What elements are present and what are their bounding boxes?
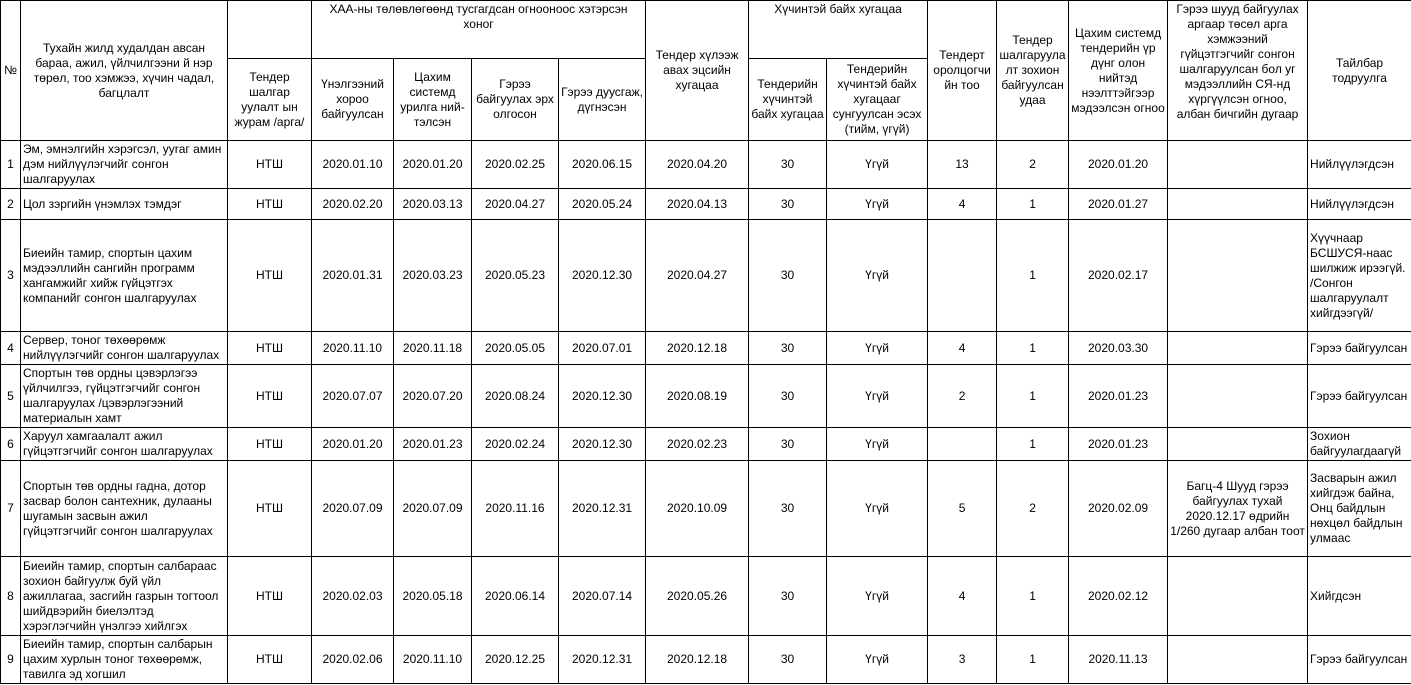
date-announce: 2020.05.18	[394, 557, 472, 636]
item-name: Спортын төв ордны цэвэрлэгээ үйлчилгээ, гүйцэтгэгчийг сонгон шалгаруулах /цэвэрлэгээний материалын хамт	[21, 365, 228, 428]
deadline-cell: 2020.04.13	[646, 189, 749, 220]
committee-count-cell: 1	[997, 220, 1069, 332]
table-row	[1, 220, 1411, 332]
table-row	[1, 141, 1411, 189]
publish-date-cell: 2020.11.13	[1069, 636, 1168, 684]
table-row	[1, 365, 1411, 428]
row-number: 5	[1, 365, 21, 428]
publish-date-cell: 2020.01.23	[1069, 365, 1168, 428]
date-right: 2020.05.05	[472, 332, 559, 365]
committee-count-cell: 1	[997, 636, 1069, 684]
method-cell: НТШ	[228, 428, 312, 461]
direct-contract-cell	[1168, 636, 1308, 684]
header-method: Тендер шалгар уулалт ын журам /арга/	[228, 59, 312, 141]
header-price-announce: Цахим системд тендерийн үр дүнг олон нийтэд нээлттэйгээр мэдээлсэн огноо	[1069, 1, 1168, 141]
date-right: 2020.06.14	[472, 557, 559, 636]
header-remark: Тайлбар тодруулга	[1308, 1, 1411, 141]
date-eval: 2020.02.03	[312, 557, 394, 636]
direct-contract-cell	[1168, 428, 1308, 461]
remark-cell: Хүүчнаар БСШУСЯ-наас шилжиж ирээгүй. /Сонгон шалгаруулалт хийгдээгүй/	[1308, 220, 1411, 332]
row-number: 7	[1, 461, 21, 557]
row-number: 9	[1, 636, 21, 684]
deadline-cell: 2020.04.20	[646, 141, 749, 189]
remark-cell: Зохион байгуулагдаагүй	[1308, 428, 1411, 461]
extended-cell: Үгүй	[827, 636, 928, 684]
method-cell: НТШ	[228, 365, 312, 428]
header-schedule-group: ХАА-ны төлөвлөгөөнд тусгагдсан огнооноос хэтэрсэн хоног	[312, 1, 646, 59]
date-eval: 2020.07.09	[312, 461, 394, 557]
direct-contract-cell	[1168, 557, 1308, 636]
date-end: 2020.12.30	[559, 365, 646, 428]
header-item: Тухайн жилд худалдан авсан бараа, ажил, үйлчилгээни й нэр төрөл, тоо хэмжээ, хүчин чадал, багцлалт	[21, 1, 228, 141]
committee-count-cell: 2	[997, 141, 1069, 189]
date-announce: 2020.07.20	[394, 365, 472, 428]
header-sch-right: Гэрээ байгуулах эрх олгосон	[472, 59, 559, 141]
validity-cell: 30	[749, 189, 827, 220]
remark-cell: Хийгдсэн	[1308, 557, 1411, 636]
row-number: 4	[1, 332, 21, 365]
direct-contract-cell	[1168, 365, 1308, 428]
deadline-cell: 2020.04.27	[646, 220, 749, 332]
date-end: 2020.05.24	[559, 189, 646, 220]
date-eval: 2020.02.20	[312, 189, 394, 220]
date-eval: 2020.11.10	[312, 332, 394, 365]
deadline-cell: 2020.05.26	[646, 557, 749, 636]
date-right: 2020.12.25	[472, 636, 559, 684]
publish-date-cell: 2020.02.17	[1069, 220, 1168, 332]
publish-date-cell: 2020.03.30	[1069, 332, 1168, 365]
date-announce: 2020.07.09	[394, 461, 472, 557]
participants-cell: 2	[928, 365, 997, 428]
header-direct-contract: Гэрээ шууд байгуулах аргаар төсөл арга хэмжээний гүйцэтгэгчийг сонгон шалгаруулсан бол уг мэдээллийн СЯ-нд хүргүүлсэн огноо, албан бичгийн дугаар	[1168, 1, 1308, 141]
direct-contract-cell	[1168, 220, 1308, 332]
table-row	[1, 189, 1411, 220]
header-committee-count: Тендер шалгаруула лт зохион байгуулсан удаа	[997, 1, 1069, 141]
table-row	[1, 428, 1411, 461]
date-end: 2020.07.01	[559, 332, 646, 365]
participants-cell: 4	[928, 332, 997, 365]
date-eval: 2020.01.20	[312, 428, 394, 461]
direct-contract-cell	[1168, 332, 1308, 365]
remark-cell: Засварын ажил хийгдэж байна, Онц байдлын нөхцөл байдлын улмаас	[1308, 461, 1411, 557]
validity-cell: 30	[749, 365, 827, 428]
date-right: 2020.08.24	[472, 365, 559, 428]
committee-count-cell: 1	[997, 365, 1069, 428]
extended-cell: Үгүй	[827, 428, 928, 461]
date-end: 2020.12.30	[559, 428, 646, 461]
publish-date-cell: 2020.02.09	[1069, 461, 1168, 557]
method-cell: НТШ	[228, 461, 312, 557]
item-name: Сервер, тоног төхөөрөмж нийлүүлэгчийг сонгон шалгаруулах	[21, 332, 228, 365]
direct-contract-cell: Багц-4 Шууд гэрээ байгуулах тухай 2020.12.17 өдрийн 1/260 дугаар албан тоот	[1168, 461, 1308, 557]
row-number: 8	[1, 557, 21, 636]
deadline-cell: 2020.02.23	[646, 428, 749, 461]
extended-cell: Үгүй	[827, 220, 928, 332]
table-row	[1, 636, 1411, 684]
publish-date-cell: 2020.02.12	[1069, 557, 1168, 636]
remark-cell: Нийлүүлэгдсэн	[1308, 141, 1411, 189]
header-sch-announce: Цахим системд урилга ний-тэлсэн	[394, 59, 472, 141]
header-method-top	[228, 1, 312, 59]
participants-cell: 4	[928, 189, 997, 220]
validity-cell: 30	[749, 428, 827, 461]
deadline-cell: 2020.12.18	[646, 636, 749, 684]
item-name: Эм, эмнэлгийн хэрэгсэл, ууraг амин дэм нийлүүлэгчийг сонгон шалгаруулах	[21, 141, 228, 189]
date-end: 2020.07.14	[559, 557, 646, 636]
participants-cell: 13	[928, 141, 997, 189]
remark-cell: Гэрээ байгуулсан	[1308, 332, 1411, 365]
item-name: Харуул хамгаалалт ажил гүйцэтгэгчийг сонгон шалгаруулах	[21, 428, 228, 461]
item-name: Биеийн тамир, спортын салбараас зохион байгуулж буй үйл ажиллагаа, засгийн газрын тогтоол шийдвэрийн биелэлтэд хэрэглэгчийн үнэлгээ хийлгэх	[21, 557, 228, 636]
header-deadline: Тендер хүлээж авах эцсийн хугацаа	[646, 1, 749, 141]
committee-count-cell: 1	[997, 428, 1069, 461]
participants-cell: 4	[928, 557, 997, 636]
date-right: 2020.11.16	[472, 461, 559, 557]
table-row	[1, 461, 1411, 557]
header-no: №	[1, 1, 21, 141]
item-name: Биеийн тамир, спортын цахим мэдээллийн сангийн программ хангамжийг хийж гүйцэтгэх компанийг сонгон шалгаруулах	[21, 220, 228, 332]
row-number: 3	[1, 220, 21, 332]
extended-cell: Үгүй	[827, 365, 928, 428]
method-cell: НТШ	[228, 141, 312, 189]
participants-cell: 3	[928, 636, 997, 684]
method-cell: НТШ	[228, 557, 312, 636]
method-cell: НТШ	[228, 189, 312, 220]
validity-cell: 30	[749, 141, 827, 189]
date-end: 2020.12.31	[559, 636, 646, 684]
validity-cell: 30	[749, 220, 827, 332]
date-announce: 2020.01.20	[394, 141, 472, 189]
date-announce: 2020.11.10	[394, 636, 472, 684]
header-validity-group: Хүчинтэй байх хугацаа	[749, 1, 928, 59]
header-participants: Тендерт оролцогчи йн тоо	[928, 1, 997, 141]
date-announce: 2020.03.13	[394, 189, 472, 220]
publish-date-cell: 2020.01.20	[1069, 141, 1168, 189]
committee-count-cell: 1	[997, 189, 1069, 220]
date-eval: 2020.02.06	[312, 636, 394, 684]
participants-cell	[928, 220, 997, 332]
item-name: Биеийн тамир, спортын салбарын цахим хурлын тоног төхөөрөмж, тавилга эд хогшил	[21, 636, 228, 684]
participants-cell	[928, 428, 997, 461]
date-eval: 2020.01.31	[312, 220, 394, 332]
date-end: 2020.06.15	[559, 141, 646, 189]
direct-contract-cell	[1168, 189, 1308, 220]
deadline-cell: 2020.08.19	[646, 365, 749, 428]
remark-cell: Нийлүүлэгдсэн	[1308, 189, 1411, 220]
direct-contract-cell	[1168, 141, 1308, 189]
date-eval: 2020.07.07	[312, 365, 394, 428]
publish-date-cell: 2020.01.27	[1069, 189, 1168, 220]
date-end: 2020.12.30	[559, 220, 646, 332]
deadline-cell: 2020.10.09	[646, 461, 749, 557]
date-right: 2020.05.23	[472, 220, 559, 332]
header-val-extended: Тендерийн хүчинтэй байх хугацааг сунгуулсан эсэх (тийм, үгүй)	[827, 59, 928, 141]
committee-count-cell: 2	[997, 461, 1069, 557]
method-cell: НТШ	[228, 220, 312, 332]
deadline-cell: 2020.12.18	[646, 332, 749, 365]
date-announce: 2020.03.23	[394, 220, 472, 332]
date-announce: 2020.01.23	[394, 428, 472, 461]
date-announce: 2020.11.18	[394, 332, 472, 365]
validity-cell: 30	[749, 557, 827, 636]
remark-cell: Гэрээ байгуулсан	[1308, 365, 1411, 428]
row-number: 6	[1, 428, 21, 461]
header-sch-eval: Үнэлгээний хороо байгуулсан	[312, 59, 394, 141]
date-right: 2020.02.25	[472, 141, 559, 189]
validity-cell: 30	[749, 461, 827, 557]
publish-date-cell: 2020.01.23	[1069, 428, 1168, 461]
item-name: Спортын төв ордны гадна, дотор засвар болон сантехник, дулааны шугамын засвын ажил гүйцэтгэгчийг сонгон шалгаруулах	[21, 461, 228, 557]
table-row	[1, 557, 1411, 636]
extended-cell: Үгүй	[827, 461, 928, 557]
extended-cell: Үгүй	[827, 189, 928, 220]
extended-cell: Үгүй	[827, 141, 928, 189]
committee-count-cell: 1	[997, 332, 1069, 365]
method-cell: НТШ	[228, 636, 312, 684]
date-eval: 2020.01.10	[312, 141, 394, 189]
item-name: Цол зэргийн үнэмлэх тэмдэг	[21, 189, 228, 220]
row-number: 1	[1, 141, 21, 189]
header-val-period: Тендерийн хүчинтэй байх хугацаа	[749, 59, 827, 141]
extended-cell: Үгүй	[827, 557, 928, 636]
participants-cell: 5	[928, 461, 997, 557]
remark-cell: Гэрээ байгуулсан	[1308, 636, 1411, 684]
method-cell: НТШ	[228, 332, 312, 365]
table-row	[1, 332, 1411, 365]
date-right: 2020.02.24	[472, 428, 559, 461]
committee-count-cell: 1	[997, 557, 1069, 636]
row-number: 2	[1, 189, 21, 220]
extended-cell: Үгүй	[827, 332, 928, 365]
validity-cell: 30	[749, 332, 827, 365]
header-sch-end: Гэрээ дуусгаж, дүгнэсэн	[559, 59, 646, 141]
date-end: 2020.12.31	[559, 461, 646, 557]
date-right: 2020.04.27	[472, 189, 559, 220]
validity-cell: 30	[749, 636, 827, 684]
